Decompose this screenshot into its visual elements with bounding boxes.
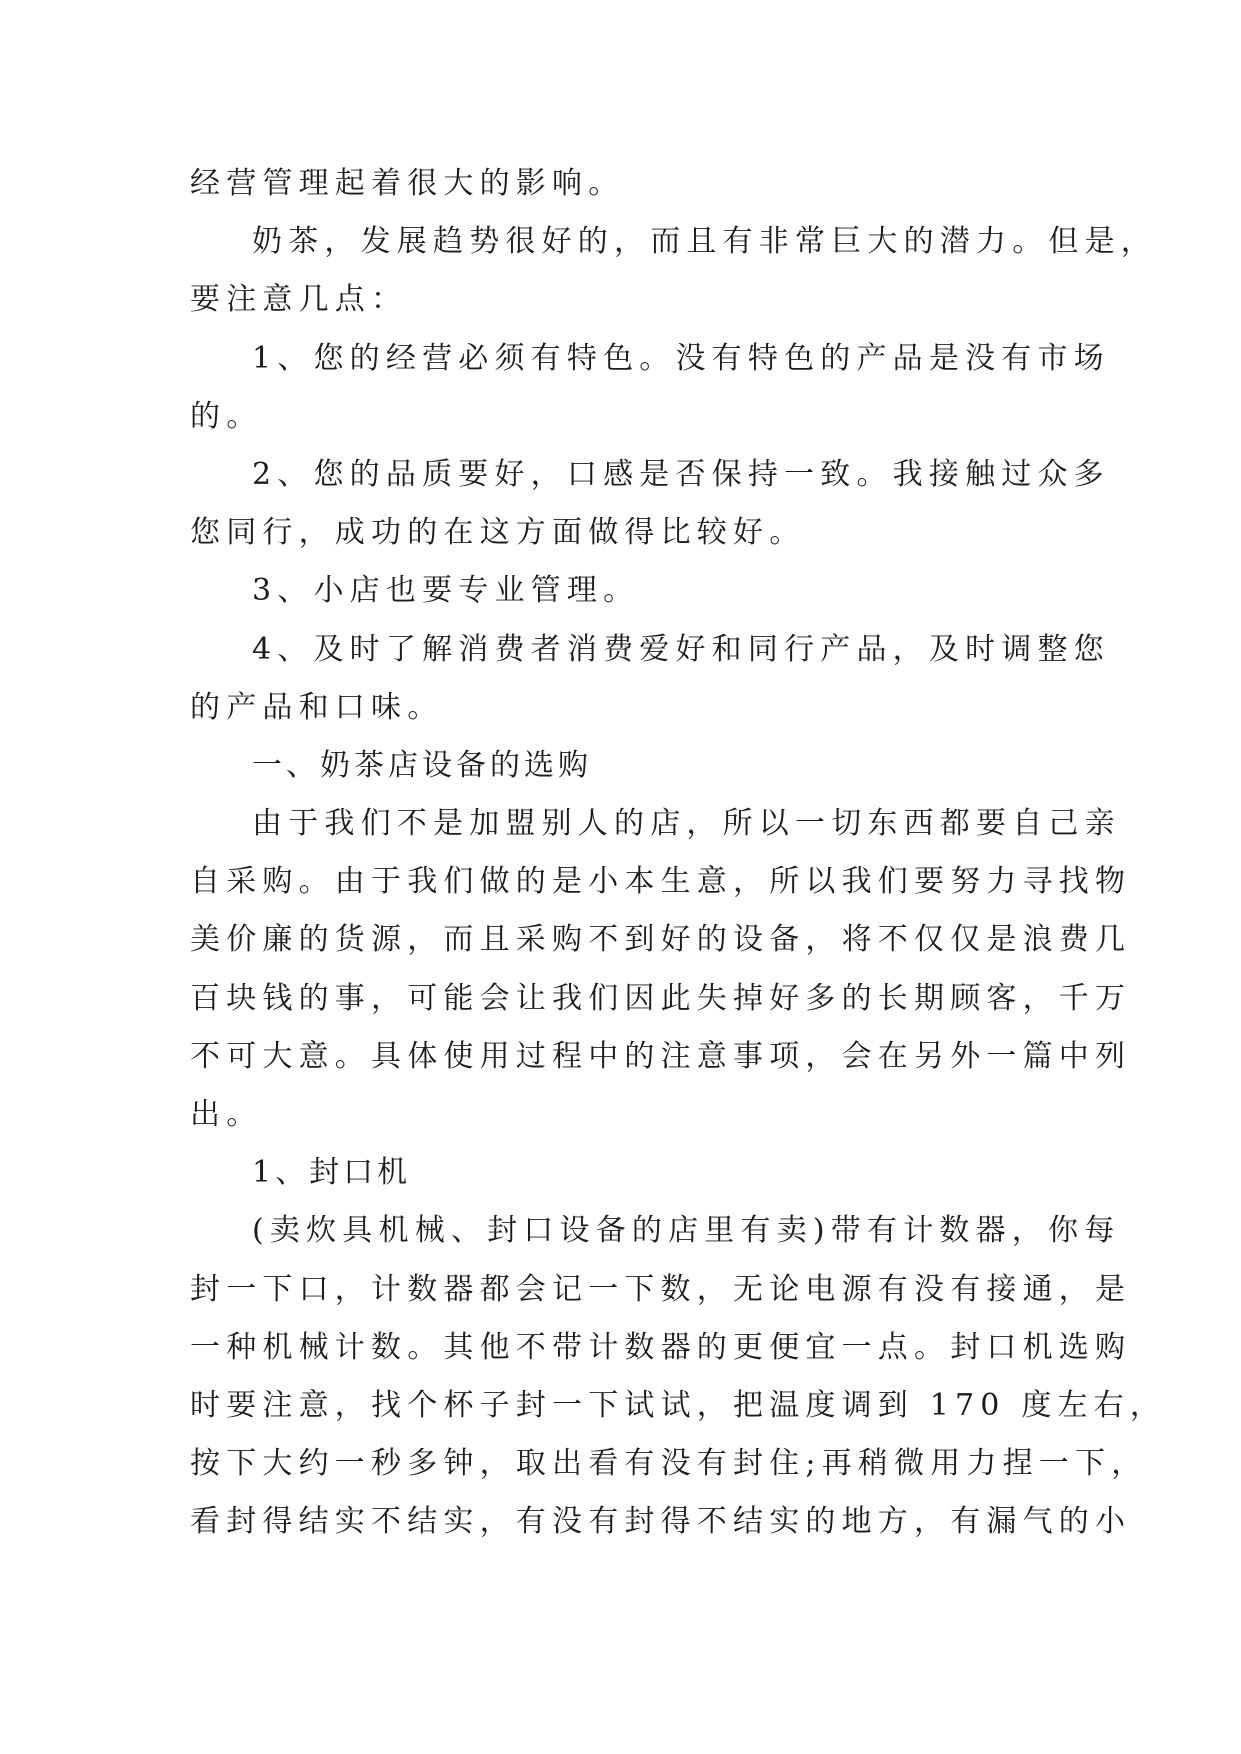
text-line: 由于我们不是加盟别人的店，所以一切东西都要自己亲 [252, 806, 1121, 842]
text-line: 百块钱的事，可能会让我们因此失掉好多的长期顾客，千万 [190, 980, 1132, 1016]
text-line: (卖炊具机械、封口设备的店里有卖)带有计数器，你每 [252, 1213, 1121, 1249]
subsection-heading: 1、封口机 [252, 1155, 412, 1191]
text-line: 美价廉的货源，而且采购不到好的设备，将不仅仅是浪费几 [190, 922, 1132, 958]
text-line: 2、您的品质要好，口感是否保持一致。我接触过众多 [252, 456, 1110, 492]
text-line: 封一下口，计数器都会记一下数，无论电源有没有接通，是 [190, 1271, 1132, 1307]
document-body [190, 155, 1167, 1552]
text-line: 3、小店也要专业管理。 [252, 573, 640, 609]
text-line: 的产品和口味。 [190, 689, 444, 725]
text-line: 经营管理起着很大的影响。 [190, 166, 625, 201]
text-line: 4、及时了解消费者消费爱好和同行产品，及时调整您 [252, 631, 1110, 667]
section-heading: 一、奶茶店设备的选购 [252, 747, 592, 783]
text-line: 看封得结实不结实，有没有封得不结实的地方，有漏气的小 [190, 1504, 1132, 1540]
text-line: 出。 [190, 1097, 263, 1132]
text-line: 一种机械计数。其他不带计数器的更便宜一点。封口机选购 [190, 1329, 1132, 1365]
text-line: 奶茶，发展趋势很好的，而且有非常巨大的潜力。但是， [252, 224, 1157, 260]
text-line: 按下大约一秒多钟，取出看有没有封住;再稍微用力捏一下， [190, 1446, 1148, 1482]
text-line: 时要注意，找个杯子封一下试试，把温度调到 170 度左右， [190, 1387, 1167, 1423]
text-line: 您同行，成功的在这方面做得比较好。 [190, 515, 806, 551]
text-line: 1、您的经营必须有特色。没有特色的产品是没有市场 [252, 340, 1110, 376]
text-line: 的。 [190, 398, 263, 434]
text-line: 自采购。由于我们做的是小本生意，所以我们要努力寻找物 [190, 864, 1132, 900]
text-line: 要注意几点： [190, 282, 408, 318]
text-line: 不可大意。具体使用过程中的注意事项，会在另外一篇中列 [190, 1038, 1132, 1074]
